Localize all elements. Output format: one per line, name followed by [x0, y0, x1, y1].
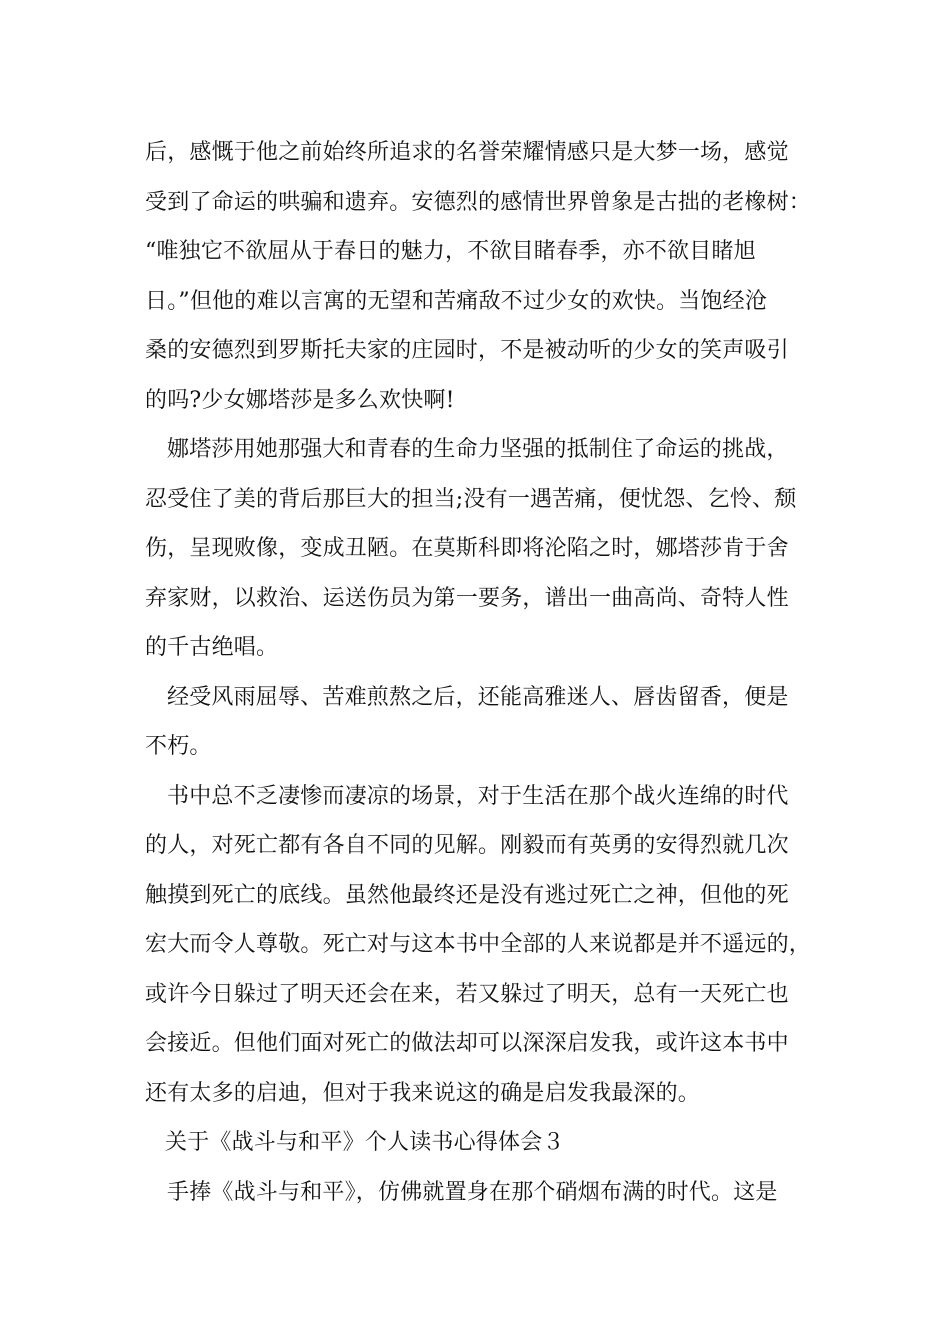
text-line: 触摸到死亡的底线。虽然他最终还是没有逃过死亡之神，但他的死 — [145, 882, 789, 908]
text-line: 书中总不乏凄惨而凄凉的场景，对于生活在那个战火连绵的时代 — [167, 783, 789, 809]
text-line: 不朽。 — [145, 734, 212, 759]
text-line: 受到了命运的哄骗和遗弃。安德烈的感情世界曾象是古拙的老橡树： — [145, 189, 812, 215]
text-line: 的人，对死亡都有各自不同的见解。刚毅而有英勇的安得烈就几次 — [145, 833, 789, 858]
text-line: 宏大而令人尊敬。死亡对与这本书中全部的人来说都是并不遥远的， — [145, 932, 812, 957]
text-line: 的千古绝唱。 — [145, 635, 279, 660]
text-line: 或许今日躲过了明天还会在来，若又躲过了明天，总有一天死亡也 — [145, 981, 789, 1007]
text-line: 的吗?少女娜塔莎是多么欢快啊! — [145, 387, 455, 413]
paragraph — [145, 673, 835, 772]
text-line: 日。”但他的难以言寓的无望和苦痛敌不过少女的欢快。当饱经沧 — [145, 288, 768, 314]
text-line: 会接近。但他们面对死亡的做法却可以深深启发我，或许这本书中 — [145, 1031, 789, 1056]
text-line: 还有太多的启迪，但对于我来说这的确是启发我最深的。 — [145, 1080, 701, 1106]
paragraph — [145, 425, 835, 673]
document-body — [145, 128, 835, 1217]
paragraph — [145, 128, 835, 425]
text-line: “唯独它不欲屈从于春日的魅力，不欲目睹春季，亦不欲目睹旭 — [145, 239, 756, 264]
text-line: 弃家财，以救治、运送伤员为第一要务，谱出一曲高尚、奇特人性 — [145, 585, 789, 611]
section-heading: 关于《战斗与和平》个人读书心得体会３ — [165, 1130, 565, 1155]
paragraph — [145, 772, 835, 1119]
text-line: 忍受住了美的背后那巨大的担当;没有一遇苦痛，便忧怨、乞怜、颓 — [145, 486, 797, 512]
text-line: 经受风雨屈辱、苦难煎熬之后，还能高雅迷人、唇齿留香，便是 — [167, 684, 789, 710]
text-line: 后，感慨于他之前始终所追求的名誉荣耀情感只是大梦一场，感觉 — [145, 140, 789, 165]
paragraph — [145, 1168, 835, 1218]
text-line: 娜塔莎用她那强大和青春的生命力坚强的抵制住了命运的挑战， — [167, 437, 789, 462]
text-line: 伤，呈现败像，变成丑陋。在莫斯科即将沦陷之时，娜塔莎肯于舍 — [145, 536, 789, 561]
text-line: 手捧《战斗与和平》，仿佛就置身在那个硝烟布满的时代。这是 — [167, 1179, 778, 1205]
text-line: 桑的安德烈到罗斯托夫家的庄园时，不是被动听的少女的笑声吸引 — [145, 338, 789, 363]
